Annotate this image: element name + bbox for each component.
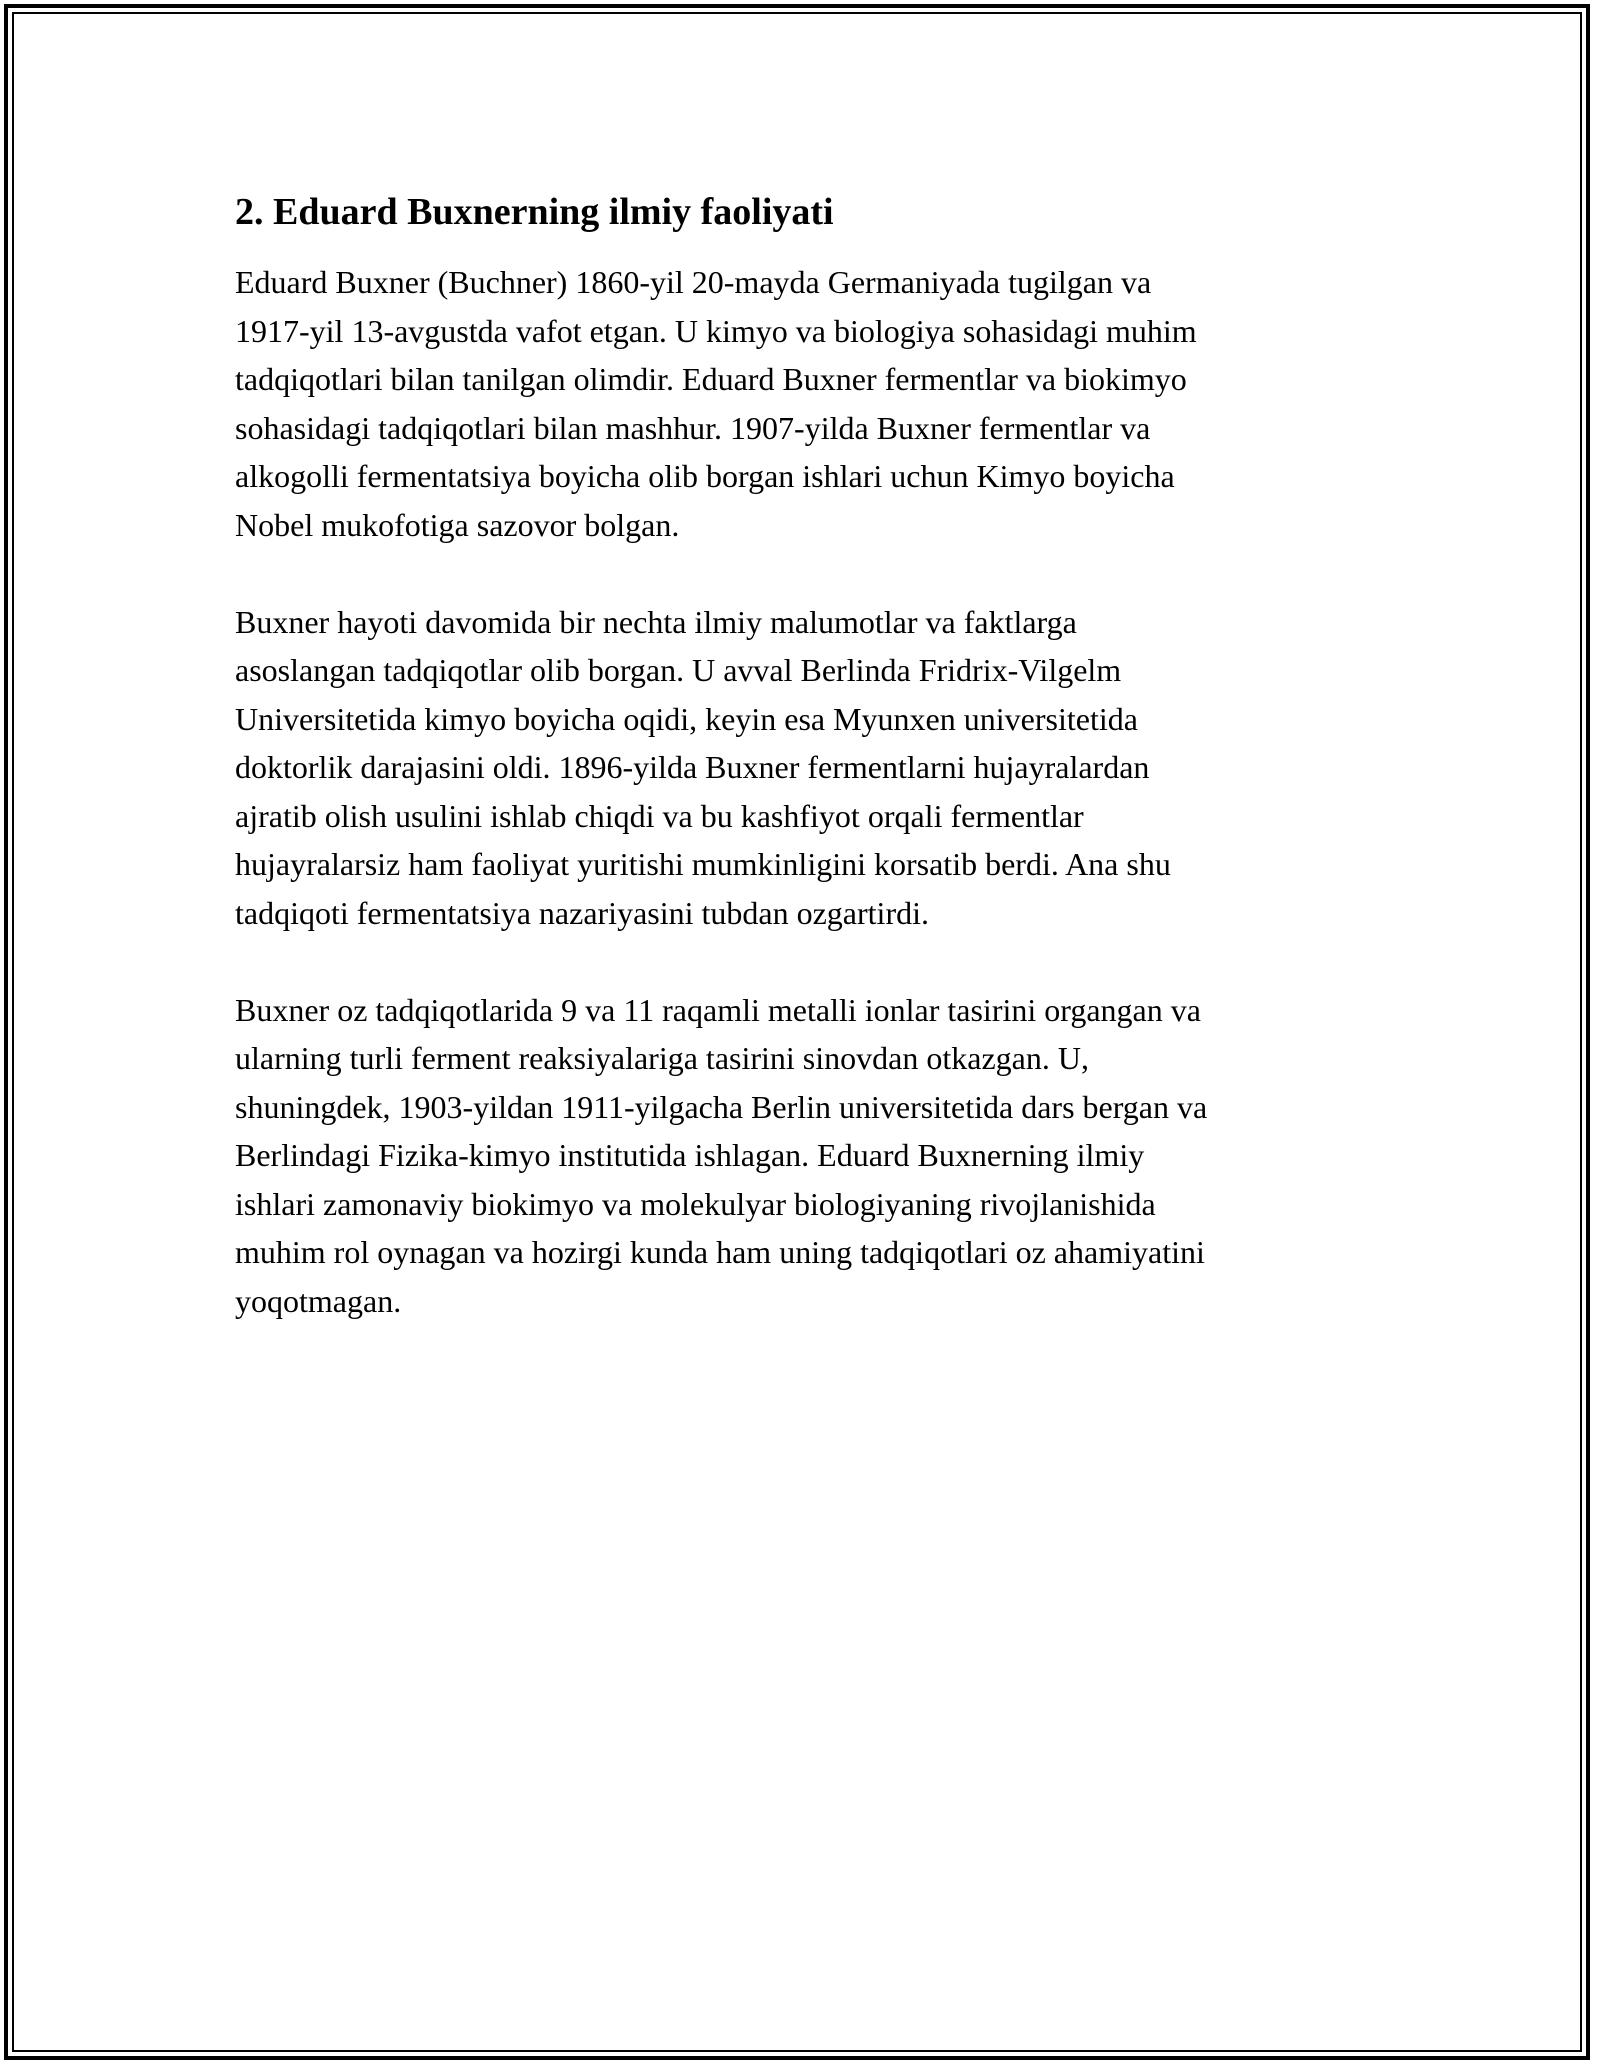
paragraph-line: Eduard Buxner (Buchner) 1860-yil 20-mayda Germaniyada tugilgan va — [235, 264, 1152, 300]
paragraph-line: muhim rol oynagan va hozirgi kunda ham uning tadqiqotlari oz ahamiyatini — [235, 1234, 1205, 1270]
paragraph-line: alkogolli fermentatsiya boyicha olib borgan ishlari uchun Kimyo boyicha — [235, 458, 1175, 494]
paragraph-3 — [235, 986, 1355, 1326]
paragraph-line: shuningdek, 1903-yildan 1911-yilgacha Berlin universitetida dars bergan va — [235, 1088, 1208, 1125]
paragraph-line: tadqiqoti fermentatsiya nazariyasini tubdan ozgartirdi. — [235, 894, 929, 931]
paragraph-line: yoqotmagan. — [235, 1282, 402, 1319]
paragraph-line: Nobel mukofotiga sazovor bolgan. — [235, 506, 680, 543]
paragraph-line: Buxner oz tadqiqotlarida 9 va 11 raqamli metalli ionlar tasirini organgan va — [235, 991, 1201, 1028]
paragraph-line: doktorlik darajasini oldi. 1896-yilda Buxner fermentlarni hujayralardan — [235, 749, 1150, 785]
paragraph-line: tadqiqotlari bilan tanilgan olimdir. Eduard Buxner fermentlar va biokimyo — [235, 361, 1187, 397]
paragraph-line: hujayralarsiz ham faoliyat yuritishi mumkinligini korsatib berdi. Ana shu — [235, 846, 1171, 882]
paragraph-1 — [235, 258, 1355, 549]
paragraph-line: Berlindagi Fizika-kimyo institutida ishlagan. Eduard Buxnerning ilmiy — [235, 1137, 1145, 1173]
document-body — [235, 188, 1355, 1374]
section-heading: 2. Eduard Buxnerning ilmiy faoliyati — [235, 191, 834, 233]
paragraph-line: Buxner hayoti davomida bir nechta ilmiy malumotlar va faktlarga — [235, 603, 1077, 640]
paragraph-line: ularning turli ferment reaksiyalariga tasirini sinovdan otkazgan. U, — [235, 1040, 1089, 1076]
paragraph-2 — [235, 598, 1355, 938]
paragraph-line: 1917-yil 13-avgustda vafot etgan. U kimyo va biologiya sohasidagi muhim — [235, 312, 1197, 349]
paragraph-line: asoslangan tadqiqotlar olib borgan. U avval Berlinda Fridrix-Vilgelm — [235, 652, 1122, 688]
paragraph-line: sohasidagi tadqiqotlari bilan mashhur. 1907-yilda Buxner fermentlar va — [235, 409, 1151, 446]
paragraph-line: Universitetida kimyo boyicha oqidi, keyin esa Myunxen universitetida — [235, 700, 1138, 737]
paragraph-line: ajratib olish usulini ishlab chiqdi va bu kashfiyot orqali fermentlar — [235, 797, 1084, 834]
paragraph-line: ishlari zamonaviy biokimyo va molekulyar biologiyaning rivojlanishida — [235, 1185, 1156, 1222]
